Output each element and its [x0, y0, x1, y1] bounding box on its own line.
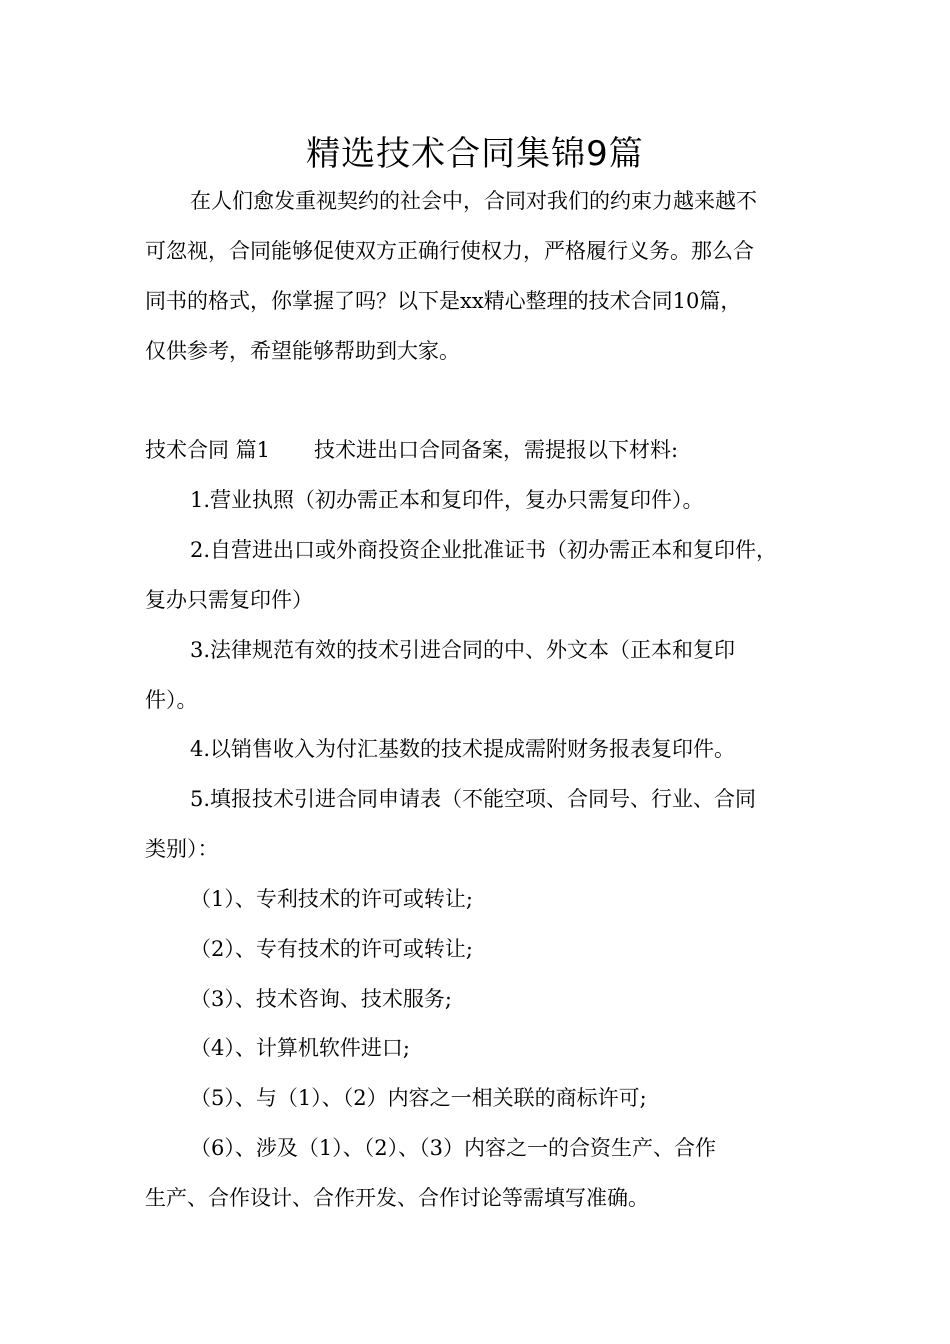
item-5-continuation: 类别）： [145, 837, 219, 861]
sub-item-5: （5）、与（1）、（2）内容之一相关联的商标许可; [190, 1086, 647, 1110]
intro-line-4: 仅供参考，希望能够帮助到大家。 [145, 339, 460, 363]
section-heading-line [145, 425, 678, 475]
item-2-continuation: 复办只需复印件） [145, 588, 313, 612]
item-5: 5.填报技术引进合同申请表（不能空项、合同号、行业、合同 [190, 787, 757, 811]
intro-line-3: 同书的格式，你掌握了吗？以下是xx精心整理的技术合同10篇， [145, 289, 742, 313]
sub-item-1: （1）、专利技术的许可或转让; [190, 887, 473, 911]
sub-item-2: （2）、专有技术的许可或转让; [190, 937, 473, 961]
item-3-continuation: 件）。 [145, 688, 198, 712]
item-3: 3.法律规范有效的技术引进合同的中、外文本（正本和复印 [190, 638, 736, 662]
section-lead: 技术进出口合同备案，需提报以下材料: [314, 438, 679, 462]
sub-item-6-continuation: 生产、合作设计、合作开发、合作讨论等需填写准确。 [145, 1186, 649, 1210]
item-4: 4.以销售收入为付汇基数的技术提成需附财务报表复印件。 [190, 737, 736, 761]
item-1: 1.营业执照（初办需正本和复印件，复办只需复印件）。 [190, 488, 704, 512]
section-heading: 技术合同 篇1 [145, 438, 271, 462]
sub-item-6: （6）、涉及（1）、（2）、（3）内容之一的合资生产、合作 [190, 1136, 716, 1160]
intro-line-1: 在人们愈发重视契约的社会中，合同对我们的约束力越来越不 [190, 189, 757, 213]
item-2: 2.自营进出口或外商投资企业批准证书（初办需正本和复印件， [190, 538, 778, 562]
sub-item-3: （3）、技术咨询、技术服务; [190, 987, 452, 1011]
sub-item-4: （4）、计算机软件进口; [190, 1036, 410, 1060]
document-title: 精选技术合同集锦9篇 [306, 134, 644, 174]
intro-line-2: 可忽视，合同能够促使双方正确行使权力，严格履行义务。那么合 [145, 239, 754, 263]
